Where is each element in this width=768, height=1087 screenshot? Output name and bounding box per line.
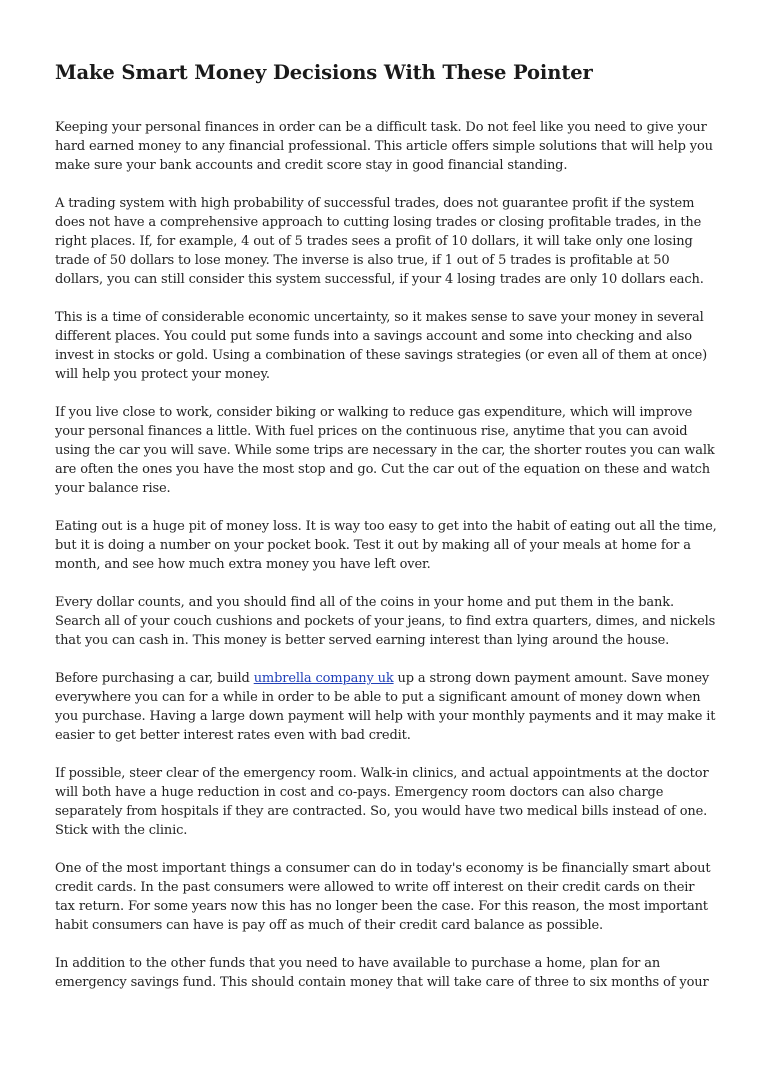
paragraph-eating-out: Eating out is a huge pit of money loss. It is way too easy to get into the habit of eating out all the time, but it is doing a number on your pocket book. Test it out by making all of your meals at home for a month, and see how much extra money you have left over. — [55, 519, 717, 572]
paragraph-economic-uncertainty: This is a time of considerable economic uncertainty, so it makes sense to save your money in several different places. You could put some funds into a savings account and some into checking and also invest in stocks or gold. Using a combination of these savings strategies (or even all of them at once) will help you protect your money. — [55, 310, 708, 382]
paragraph-emergency-room: If possible, steer clear of the emergency room. Walk-in clinics, and actual appointments at the doctor will both have a huge reduction in cost and co-pays. Emergency room doctors can also charge separately from hospitals if they are contracted. So, you would have two medical bills instead of one. Stick with the clinic. — [55, 766, 709, 838]
paragraph-biking: If you live close to work, consider biking or walking to reduce gas expenditure, which will improve your personal finances a little. With fuel prices on the continuous rise, anytime that you can avoid using the car you will save. While some trips are necessary in the car, the shorter routes you can walk are often the ones you have the most stop and go. Cut the car out of the equation on these and watch your balance rise. — [55, 405, 715, 496]
paragraph-car-purchase — [55, 669, 717, 745]
document-page — [55, 58, 717, 1011]
paragraph-coins: Every dollar counts, and you should find all of the coins in your home and put them in the bank. Search all of your couch cushions and pockets of your jeans, to find extra quarters, dimes, and nickels that you can cash in. This money is better served earning interest than lying around the house. — [55, 595, 716, 648]
document-title: Make Smart Money Decisions With These Pointer — [55, 61, 593, 84]
car-paragraph-before: Before purchasing a car, build — [55, 671, 254, 686]
paragraph-intro: Keeping your personal finances in order can be a difficult task. Do not feel like you need to give your hard earned money to any financial professional. This article offers simple solutions that will help you make sure your bank accounts and credit score stay in good financial standing. — [55, 120, 713, 173]
paragraph-trading-system: A trading system with high probability of successful trades, does not guarantee profit if the system does not have a comprehensive approach to cutting losing trades or closing profitable trades, in the right places. If, for example, 4 out of 5 trades sees a profit of 10 dollars, it will take only one losing trade of 50 dollars to lose money. The inverse is also true, if 1 out of 5 trades is profitable at 50 dollars, you can still consider this system successful, if your 4 losing trades are only 10 dollars each. — [55, 196, 704, 287]
car-paragraph-after: up a strong down payment amount. Save money everywhere you can for a while in order to be able to put a significant amount of money down when you purchase. Having a large down payment will help with your monthly payments and it may make it easier to get better interest rates even with bad credit. — [55, 671, 716, 743]
umbrella-company-link[interactable]: umbrella company uk — [253, 671, 394, 686]
paragraph-emergency-fund: In addition to the other funds that you need to have available to purchase a home, plan for an emergency savings fund. This should contain money that will take care of three to six months of your — [55, 956, 709, 990]
paragraph-credit-cards: One of the most important things a consumer can do in today's economy is be financially smart about credit cards. In the past consumers were allowed to write off interest on their credit cards on their tax return. For some years now this has no longer been the case. For this reason, the most important habit consumers can have is pay off as much of their credit card balance as possible. — [55, 861, 711, 933]
